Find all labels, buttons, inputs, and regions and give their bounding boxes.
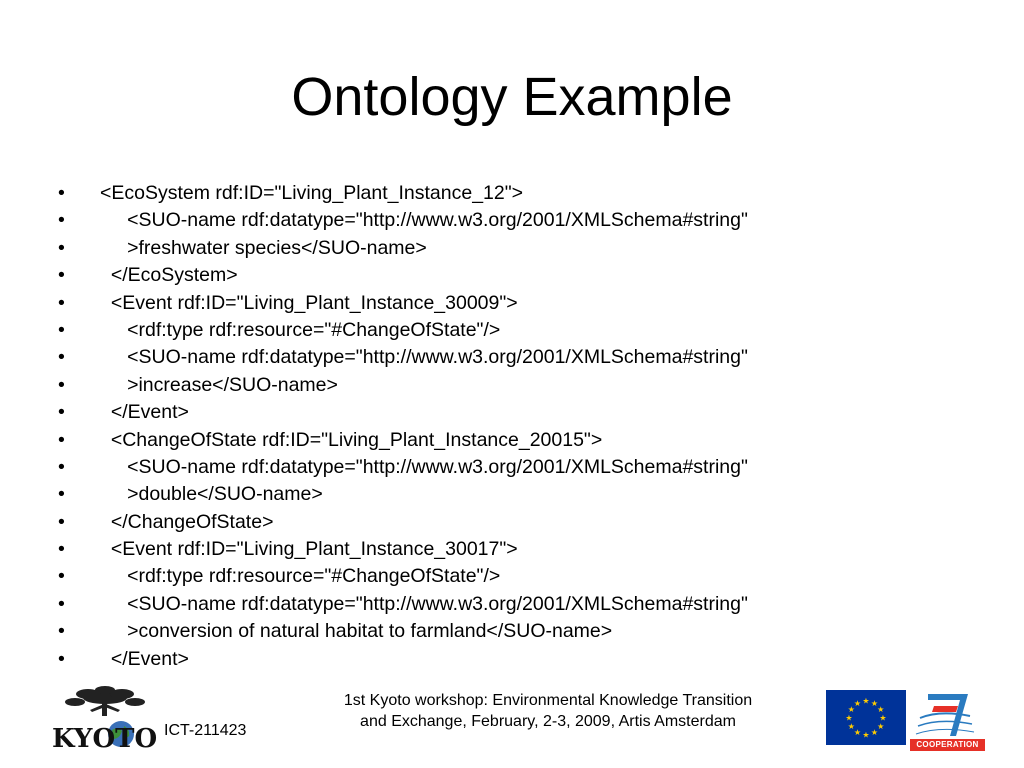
slide-title: Ontology Example [291,67,733,127]
caption-line-2: and Exchange, February, 2-3, 2009, Artis Amsterdam [360,713,736,730]
bullet-dot: • [58,510,65,533]
bullet-dot: • [58,291,65,314]
bullet-text: </EcoSystem> [100,264,238,287]
eu-star-icon: ★ [877,705,885,714]
bullet-text: <ChangeOfState rdf:ID="Living_Plant_Instance_20015"> [100,428,603,451]
footer-caption [282,690,814,732]
bullet-dot: • [58,209,65,232]
bullet-item [58,563,748,590]
caption-line-1: 1st Kyoto workshop: Environmental Knowledge Transition [343,692,753,709]
bullet-dot: • [58,620,65,643]
bullet-text: <SUO-name rdf:datatype="http://www.w3.org/2001/XMLSchema#string" [100,455,748,478]
eu-star-icon: ★ [862,730,870,740]
kyoto-logo-icon [50,684,160,756]
bullet-dot: • [58,647,65,670]
bullet-dot: • [58,538,65,561]
eu-flag-icon [826,690,906,745]
bullet-dot: • [58,401,65,424]
eu-star-icon: ★ [870,698,879,708]
bullet-dot: • [58,483,65,506]
eu-star-icon: ★ [847,705,855,714]
bullet-item [58,536,748,563]
bullet-item [58,207,748,234]
project-code: ICT-211423 [164,722,247,739]
bullet-text: >double</SUO-name> [100,483,323,506]
bullet-text: <EcoSystem rdf:ID="Living_Plant_Instance_12"> [100,182,524,204]
bullet-text: </Event> [100,647,189,670]
bullet-dot: • [58,346,65,369]
bullet-item [58,591,748,618]
bullet-item [58,427,748,454]
bullet-item [58,262,748,289]
bullet-dot: • [58,428,65,451]
bullet-text: >conversion of natural habitat to farmland</SUO-name> [100,620,613,643]
bullet-item [58,180,748,207]
fp7-cooperation-badge: COOPERATION [910,739,985,751]
bullet-text: <SUO-name rdf:datatype="http://www.w3.org/2001/XMLSchema#string" [100,346,748,369]
bullet-text: <Event rdf:ID="Living_Plant_Instance_30017"> [100,538,518,561]
bullet-item [58,290,748,317]
bullet-dot: • [58,373,65,396]
bullet-text: >freshwater species</SUO-name> [100,236,427,259]
eu-star-icon: ★ [853,728,862,738]
bullet-text: >increase</SUO-name> [100,373,338,396]
bullet-dot: • [58,592,65,615]
bullet-text: <Event rdf:ID="Living_Plant_Instance_30009"> [100,291,518,314]
bullet-dot: • [58,236,65,259]
bullet-item [58,509,748,536]
bullet-item [58,372,748,399]
bullet-dot: • [58,264,65,287]
bullet-text: <rdf:type rdf:resource="#ChangeOfState"/> [100,318,501,341]
bullet-dot: • [58,565,65,588]
bullet-text: </ChangeOfState> [100,510,274,533]
eu-star-icon: ★ [845,713,853,723]
bullet-item [58,646,748,673]
bullet-text: <SUO-name rdf:datatype="http://www.w3.org/2001/XMLSchema#string" [100,592,748,615]
bullet-list [58,180,748,673]
bullet-dot: • [58,455,65,478]
bullet-item [58,317,748,344]
bullet-dot: • [58,318,65,341]
eu-star-icon: ★ [853,698,862,708]
eu-star-icon: ★ [862,696,870,706]
eu-star-icon: ★ [877,722,885,731]
bullet-item [58,235,748,262]
bullet-text: <rdf:type rdf:resource="#ChangeOfState"/> [100,565,501,588]
bullet-text: <SUO-name rdf:datatype="http://www.w3.org/2001/XMLSchema#string" [100,209,748,232]
bullet-item [58,454,748,481]
eu-star-icon: ★ [870,728,879,738]
bullet-item [58,618,748,645]
eu-star-icon: ★ [847,722,855,731]
svg-text:KYOTO: KYOTO [52,724,158,754]
bullet-item [58,481,748,508]
bullet-dot: • [58,182,65,204]
eu-star-icon: ★ [879,713,887,723]
bullet-item [58,399,748,426]
bullet-item [58,344,748,371]
bullet-text: </Event> [100,401,189,424]
